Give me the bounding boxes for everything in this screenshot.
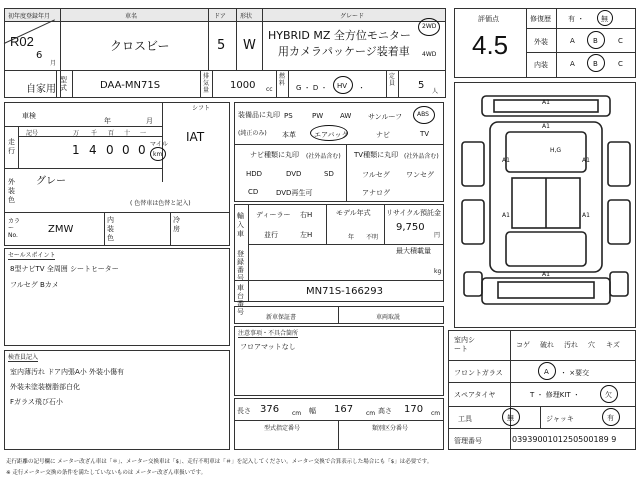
width-label: 幅: [309, 407, 316, 415]
fuel-selected: HV: [337, 82, 348, 90]
door-count: 5: [217, 38, 226, 53]
displacement-label: 排気量: [203, 73, 210, 94]
spare-label: スペアタイヤ: [454, 391, 496, 399]
drive-4wd: 4WD: [422, 51, 437, 58]
model-year-value: 年: [348, 234, 355, 241]
equip-abs: ABS: [417, 111, 429, 118]
seat-opt-scratch: キズ: [606, 341, 620, 349]
seat-opt-hole: 穴: [588, 341, 595, 349]
equip-tv: TV: [420, 130, 430, 138]
equipment-subtitle: (純正のみ): [238, 130, 267, 137]
sales-point-label: セールスポイント: [8, 252, 56, 259]
shift: IAT: [186, 130, 205, 144]
inspector-label: 検査員記入: [8, 354, 39, 361]
type-no-label: 型式指定番号: [264, 425, 301, 432]
height: 170: [404, 404, 424, 415]
inspection-label: 車検: [22, 112, 36, 120]
color-no: ZMW: [48, 224, 74, 235]
repair-options: 有 ・: [568, 15, 585, 23]
model-label: 型式: [60, 76, 67, 92]
import-parallel: 並行: [264, 231, 278, 239]
equip-navi: ナビ: [376, 131, 390, 139]
height-label: 高さ: [378, 407, 392, 415]
drive-2wd: 2WD: [422, 23, 437, 30]
reg-month: 6: [36, 50, 43, 61]
car-diagram: [454, 82, 636, 328]
mileage-km: km: [153, 151, 163, 158]
sales-point-box: [4, 248, 230, 346]
first-reg-label: 初年度登録年月: [8, 13, 51, 20]
mileage-digit-5: 0: [138, 143, 146, 157]
length-unit: cm: [292, 410, 302, 417]
interior-grade-label: 内装: [534, 61, 548, 69]
navi-sub: (社外品含む): [306, 153, 341, 160]
capacity-label: 定員: [389, 73, 396, 87]
unit-hundred: 百: [108, 130, 115, 137]
seat-opt-tear: 破れ: [540, 341, 554, 349]
tv-sub: (社外品含む): [404, 153, 439, 160]
import-label: 輸入車: [237, 212, 244, 238]
fuel-options: G ・ D ・: [296, 84, 328, 92]
jack-selected: 有: [607, 414, 614, 422]
inspector-line-2: 外装未塗装樹脂部白化: [10, 383, 80, 391]
inspection-notes-label: 注意事項・不具合箇所: [238, 330, 299, 337]
reg-year: R02: [10, 34, 34, 49]
score: 4.5: [472, 30, 509, 60]
footer-note-2: ※ 走行メーター交換の条件を満たしていないものは メーター改ざん車扱いです。: [6, 470, 207, 476]
tv-fullseg: フルセグ: [362, 171, 390, 179]
import-dealer: ディーラー: [256, 211, 291, 219]
tv-title: TV種類に丸印: [354, 151, 399, 159]
diagram-mark-left-rear: A1: [502, 212, 510, 219]
max-load-unit: kg: [434, 268, 442, 275]
seat-label: 室内シート: [454, 336, 475, 353]
sales-line-2: フルセグ Bカメ: [10, 281, 59, 289]
unit-ten: 十: [124, 130, 131, 137]
doc-manual: 車両取説: [376, 314, 401, 321]
sales-line-1: 8型ナビTV 全周囲 シートヒーター: [10, 265, 119, 273]
model-code: DAA-MN71S: [100, 80, 161, 91]
tool-selected: 無: [507, 414, 514, 422]
diagram-mark-rear: A1: [542, 271, 550, 278]
footer-note-1: 走行距離の記号欄に メーター改ざん車は「＊」、メーター交換車は「$」、走行不明車は「＃」を記入してください。メーター交換で合算表示した場合にも「$」は必要です。: [6, 459, 433, 465]
usage: 自家用: [26, 84, 56, 95]
mileage-mile: マイル: [150, 141, 168, 148]
navi-sd: SD: [324, 170, 334, 178]
mgmt-label: 管理番号: [454, 437, 482, 445]
body-shape: W: [243, 38, 256, 53]
interior-grade-a: A: [570, 60, 575, 68]
import-right-hand: 右H: [300, 211, 313, 219]
recycle-label: リサイクル預託金: [386, 209, 442, 217]
exterior-grade-b: B: [593, 37, 598, 45]
equip-leather: 本革: [282, 131, 296, 139]
equipment-title: 装備品に丸印: [238, 111, 280, 119]
interior-color-label: 内装色: [107, 216, 114, 242]
max-load-label: 最大積載量: [396, 247, 431, 255]
inspection-year-label: 年: [104, 117, 111, 125]
diagram-mark-left-front: A1: [502, 157, 510, 164]
reg-no-label: 登録番号: [237, 250, 244, 282]
equip-sunroof: サンルーフ: [368, 113, 403, 121]
spare-selected: 欠: [605, 391, 612, 399]
inspector-line-3: Fガラス飛び石小: [10, 398, 63, 406]
glass-label: フロントガラス: [454, 369, 503, 377]
tv-oneseg: ワンセグ: [406, 171, 434, 179]
chassis-label: 車台番号: [237, 284, 244, 316]
color-note: ( 色替車は色替と記入): [130, 200, 191, 207]
diagram-mark-roof: H,G: [550, 147, 562, 154]
displacement-unit: cc: [266, 86, 273, 93]
mileage-digits-header: 記号: [26, 130, 39, 137]
repair-selected: 無: [601, 15, 608, 23]
fuel-rest: ・: [358, 84, 365, 92]
width-unit: cm: [366, 410, 376, 417]
tv-analog: アナログ: [362, 189, 390, 197]
mileage-label: 走行: [8, 138, 15, 155]
tool-label: 工具: [458, 415, 472, 423]
car-name-label: 車名: [125, 13, 138, 20]
diagram-mark-right-front: A1: [582, 157, 590, 164]
width: 167: [334, 404, 354, 415]
repair-label: 修復歴: [530, 15, 551, 23]
navi-dvd: DVD: [286, 170, 302, 178]
mileage-digit-3: 0: [106, 143, 114, 157]
diagram-mark-hood: A1: [542, 123, 550, 130]
interior-grade-b: B: [593, 60, 598, 68]
navi-dvd-playback: DVD再生可: [276, 189, 313, 197]
diagram-mark-right-rear: A1: [582, 212, 590, 219]
jack-label: ジャッキ: [546, 415, 574, 423]
fuel-label: 燃料: [279, 73, 286, 87]
mileage-digit-1: 1: [72, 143, 80, 157]
capacity: 5: [418, 80, 425, 91]
door-label: ドア: [214, 13, 226, 20]
displacement: 1000: [230, 80, 256, 91]
length: 376: [260, 404, 280, 415]
interior-grade-c: C: [618, 60, 623, 68]
model-year-label: モデル年式: [336, 209, 371, 217]
score-label: 評価点: [478, 15, 499, 23]
recycle-value: 9,750: [396, 222, 425, 233]
grade-line-2: 用カメラパッケージ装着車: [278, 45, 410, 58]
color-label: 外装色: [8, 178, 15, 204]
spare-options: T ・ 修理KIT ・: [530, 391, 580, 399]
mileage-digit-4: 0: [122, 143, 130, 157]
inspector-line-1: 室内薄汚れ ドア内張A小 外装小傷有: [10, 368, 125, 376]
inspection-notes: フロアマットなし: [240, 343, 296, 351]
capacity-unit: 人: [432, 88, 439, 95]
cold-label: 冷房: [173, 216, 180, 233]
color-no-label: カラーNo.: [8, 218, 21, 239]
exterior-color: グレー: [36, 176, 66, 187]
recycle-unit: 円: [434, 232, 441, 239]
shape-label: 形状: [240, 13, 253, 20]
unit-one: 一: [140, 130, 147, 137]
mgmt-no: 0393900101250500189 9: [512, 435, 617, 444]
shift-label: シフト: [192, 105, 211, 112]
class-no-label: 類別区分番号: [372, 425, 409, 432]
equip-ps: PS: [284, 112, 293, 120]
exterior-grade-a: A: [570, 37, 575, 45]
doc-warranty: 新車保証書: [266, 314, 297, 321]
diagram-mark-front: A1: [542, 99, 550, 106]
unit-thousand: 千: [91, 130, 98, 137]
navi-cd: CD: [248, 188, 259, 196]
inspection-month-label: 月: [146, 117, 153, 125]
unit-ten-thousand: 万: [73, 130, 80, 137]
glass-rest: ・ ×要交: [560, 369, 590, 377]
length-label: 長さ: [237, 407, 251, 415]
model-year-unknown: 不明: [366, 234, 379, 241]
chassis-no: MN71S-166293: [306, 286, 383, 297]
navi-title: ナビ種類に丸印: [250, 151, 299, 159]
navi-hdd: HDD: [246, 170, 263, 178]
seat-opt-burn: コゲ: [516, 341, 530, 349]
reg-month-unit: 月: [50, 60, 57, 67]
seat-opt-stain: 汚れ: [564, 341, 578, 349]
car-name: クロスビー: [110, 39, 170, 53]
mileage-digit-2: 4: [89, 143, 97, 157]
exterior-grade-c: C: [618, 37, 623, 45]
glass-selected: A: [544, 368, 549, 376]
equip-airbag: エアバック: [314, 131, 349, 139]
equip-pw: PW: [312, 112, 324, 120]
exterior-grade-label: 外装: [534, 38, 548, 46]
import-left-hand: 左H: [300, 231, 313, 239]
height-unit: cm: [431, 410, 441, 417]
grade-label: グレード: [340, 13, 365, 20]
equip-aw: AW: [340, 112, 352, 120]
grade-line-1: HYBRID MZ 全方位モニター: [268, 29, 411, 42]
